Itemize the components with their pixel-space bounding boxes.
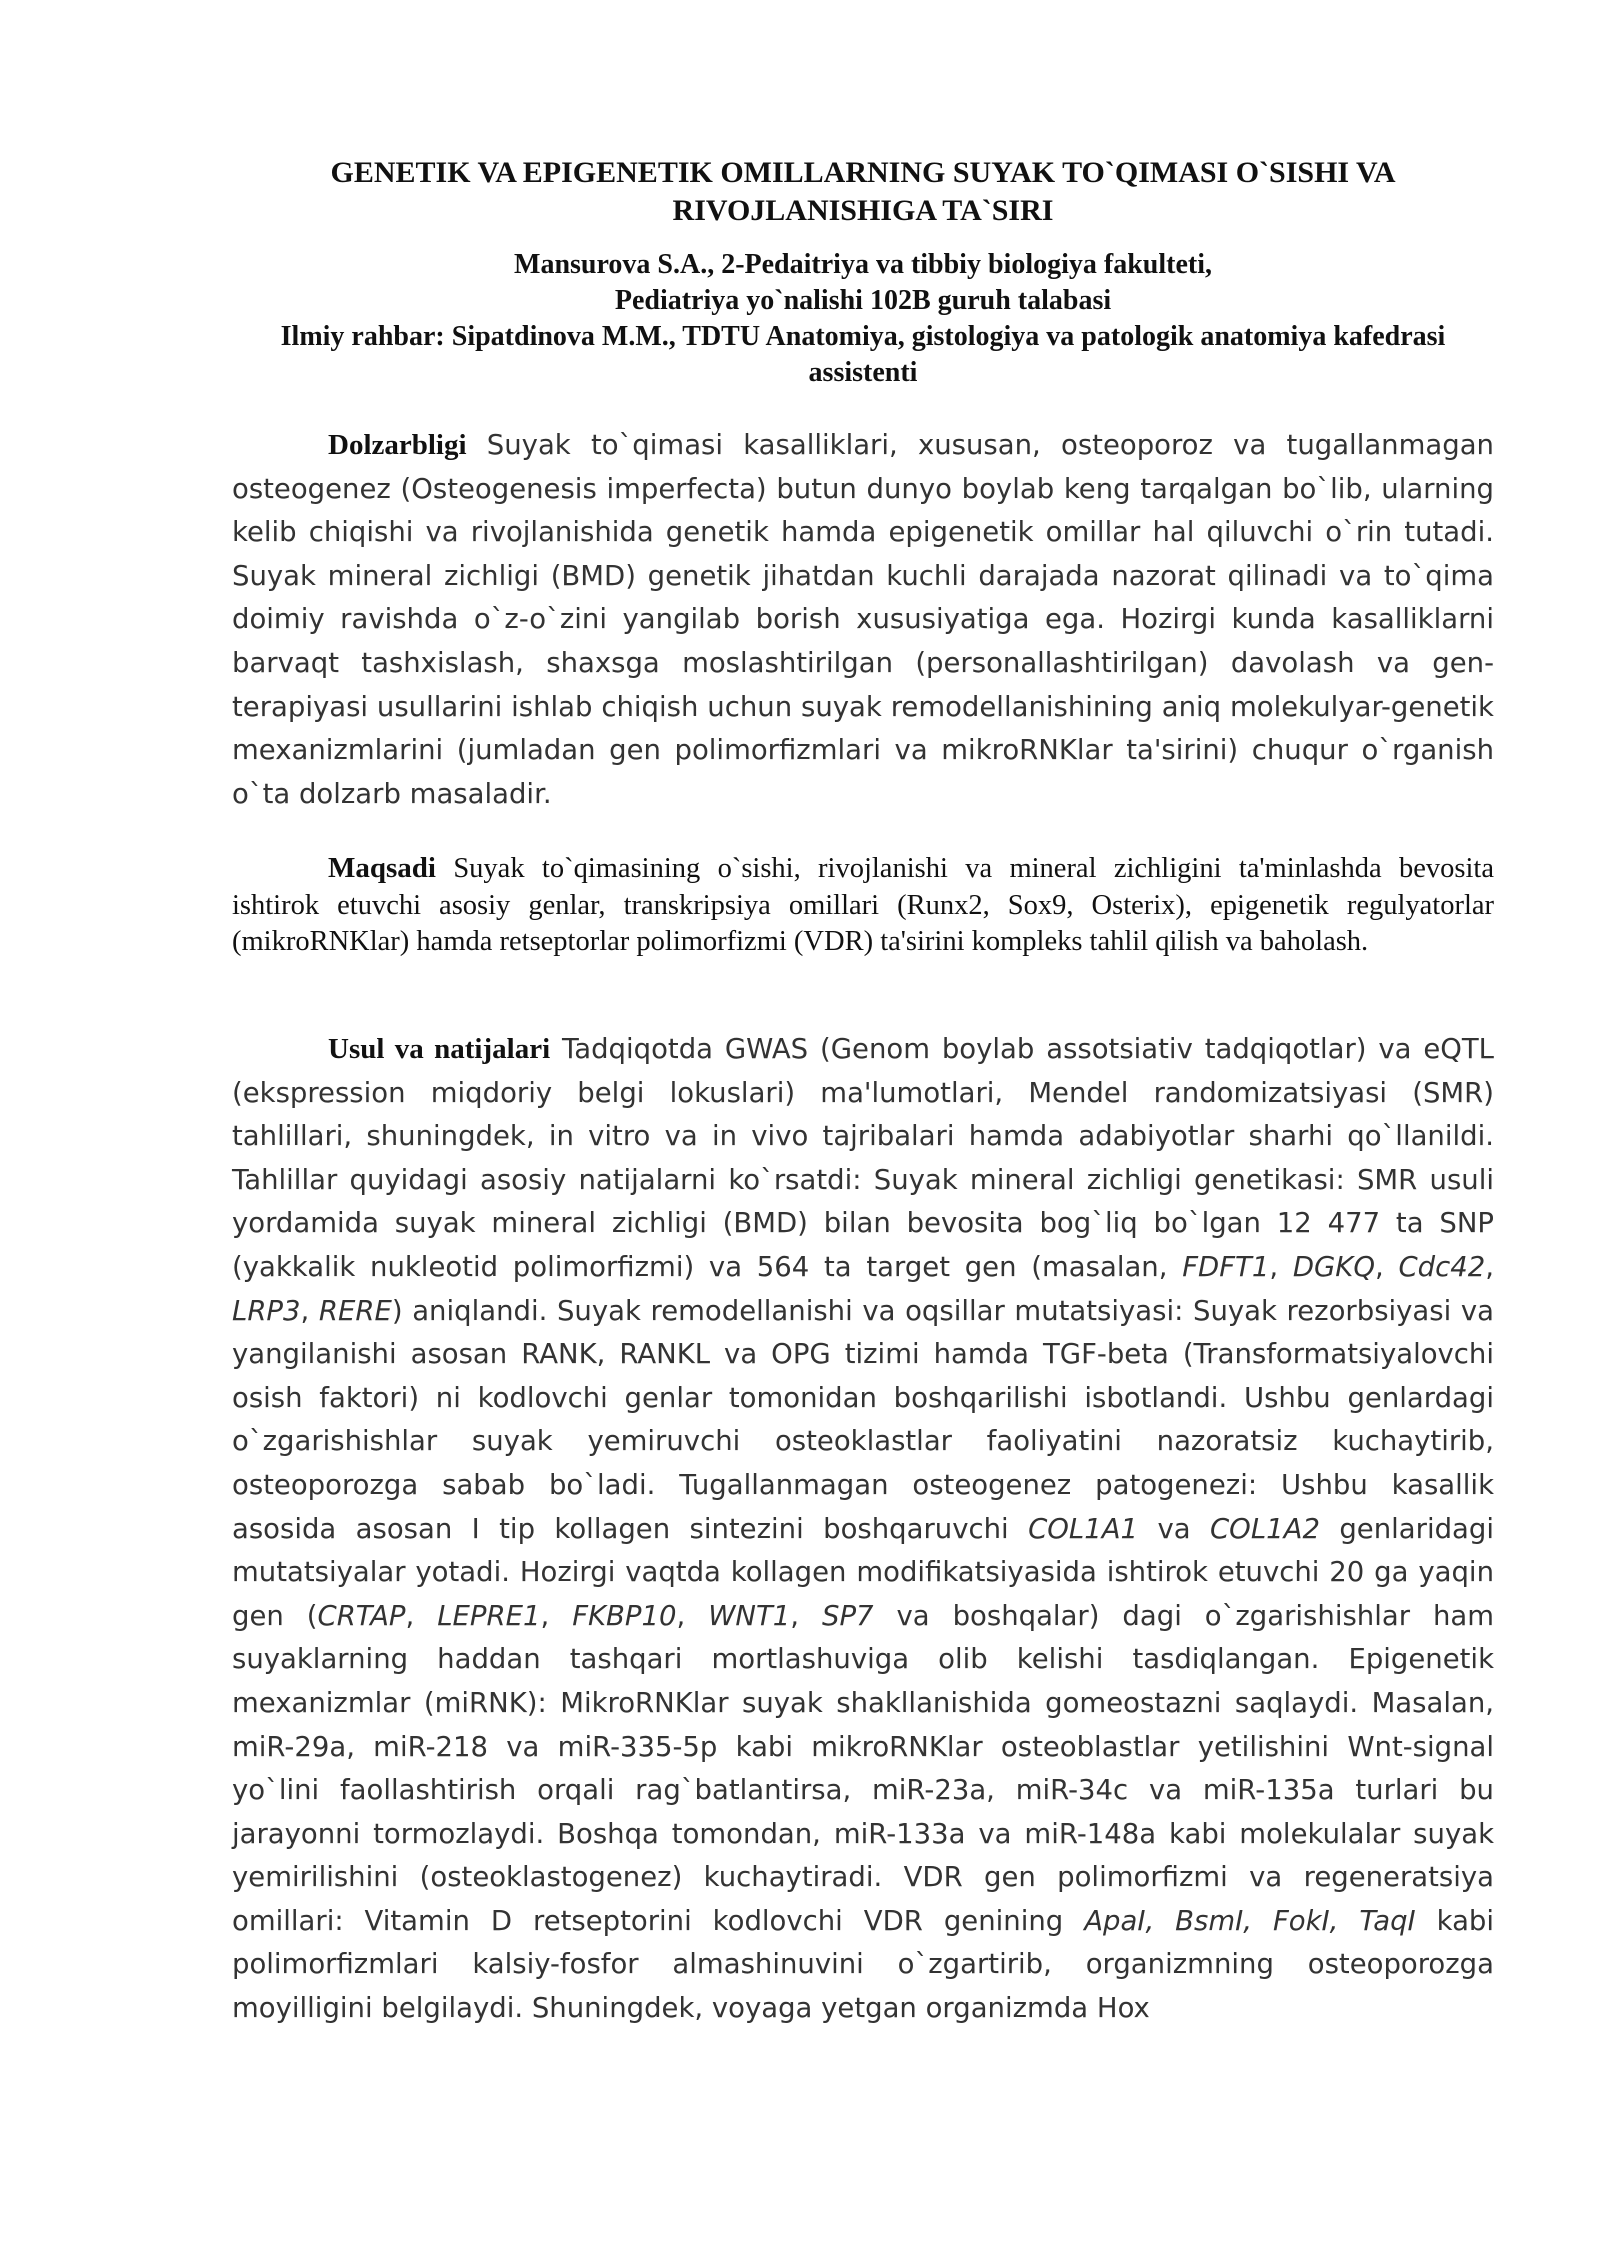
methods-paragraph: Usul va natijalari Tadqiqotda GWAS (Genom boylab assotsiativ tadqiqotlar) va eQTL (ekspression miqdoriy belgi lokuslari) ma'lumotlari, Mendel randomizatsiyasi (SMR) tahlillari, shuningdek, in vitro va in vivo tajribalari hamda adabiyotlar sharhi qo`llanildi. Tahlillar quyidagi asosiy natijalarni ko`rsatdi: Suyak mineral zichligi genetikasi: SMR usuli yordamida suyak mineral zichligi (BMD) bilan bevosita bog`liq bo`lgan 12 477 ta SNP (yakkalik nukleotid polimorfizmi) va 564 ta target gen (masalan, FDFT1, DGKQ, Cdc42, LRP3, RERE) aniqlandi. Suyak remodellanishi va oqsillar mutatsiyasi: Suyak rezorbsiyasi va yangilanishi asosan RANK, RANKL va OPG tizimi hamda TGF-beta (Transformatsiyalovchi osish faktori) ni kodlovchi genlar tomonidan boshqarilishi isbotlandi. Ushbu genlardagi o`zgarishishlar suyak yemiruvchi osteoklastlar faoliyatini nazoratsiz kuchaytirib, osteoporozga sabab bo`ladi. Tugallanmagan osteogenez patogenezi: Ushbu kasallik asosida asosan I tip kollagen sintezini boshqaruvchi COL1A1 va COL1A2 genlaridagi mutatsiyalar yotadi. Hozirgi vaqtda kollagen modifikatsiyasida ishtirok etuvchi 20 ga yaqin gen (CRTAP, LEPRE1, FKBP10, WNT1, SP7 va boshqalar) dagi o`zgarishishlar ham suyaklarning haddan tashqari mortlashuviga olib kelishi tasdiqlangan. Epigenetik mexanizmlar (miRNK): MikroRNKlar suyak shakllanishida gomeostazni saqlaydi. Masalan, miR-29a, miR-218 va miR-335-5p kabi mikroRNKlar osteoblastlar yetilishini Wnt-signal yo`lini faollashtirish orqali rag`batlantirsa, miR-23a, miR-34c va miR-135a turlari bu jarayonni tormozlaydi. Boshqa tomondan, miR-133a va miR-148a kabi molekulalar suyak yemirilishini (osteoklastogenez) kuchaytiradi. VDR gen polimorfizmi va regeneratsiya omillari: Vitamin D retseptorini kodlovchi VDR genining ApaI, BsmI, FokI, TaqI kabi polimorfizmlari kalsiy-fosfor almashinuvini o`zgartirib, organizmning osteoporozga moyilligini belgilaydi. Shuningdek, voyaga yetgan organizmda Hox <box>232 1033 1495 2025</box>
aim-heading: Maqsadi <box>328 852 436 884</box>
paper-title: GENETIK VA EPIGENETIK OMILLARNING SUYAK TO`QIMASI O`SISHI VA RIVOJLANISHIGA TA`SIRI <box>330 156 1396 227</box>
methods-text-4: va boshqalar) dagi o`zgarishishlar ham suyaklarning haddan tashqari mortlashuviga olib kelishi tasdiqlangan. Epigenetik mexanizmlar (miRNK): MikroRNKlar suyak shakllanishida gomeostazni saqlaydi. Masalan, miR-29a, miR-218 va miR-335-5p kabi mikroRNKlar osteoblastlar yetilishini Wnt-signal yo`lini faollashtirish orqali rag`batlantirsa, miR-23a, miR-34c va miR-135a turlari bu jarayonni tormozlaydi. Boshqa tomondan, miR-133a va miR-148a kabi molekulalar suyak yemirilishini (osteoklastogenez) kuchaytiradi. VDR gen polimorfizmi va regeneratsiya omillari: Vitamin D retseptorini kodlovchi VDR genining <box>232 1599 1495 1937</box>
methods-text-5: kabi polimorfizmlari kalsiy-fosfor almashinuvini o`zgartirib, organizmning osteoporozga moyilligini belgilaydi. Shuningdek, voyaga yetgan organizmda Hox <box>232 1904 1495 2025</box>
author-block <box>232 247 1494 391</box>
gene-name: FDFT1 <box>1182 1250 1270 1283</box>
gene-name: LRP3 <box>232 1294 301 1327</box>
gene-name: Cdc42 <box>1398 1250 1486 1283</box>
relevance-paragraph <box>232 424 1494 816</box>
methods-text-1: Tadqiqotda GWAS (Genom boylab assotsiativ tadqiqotlar) va eQTL (ekspression miqdoriy belgi lokuslari) ma'lumotlari, Mendel randomizatsiyasi (SMR) tahlillari, shuningdek, in vitro va in vivo tajribalari hamda adabiyotlar sharhi qo`llanildi. Tahlillar quyidagi asosiy natijalarni ko`rsatdi: Suyak mineral zichligi genetikasi: SMR usuli yordamida suyak mineral zichligi (BMD) bilan bevosita bog`liq bo`lgan 12 477 ta SNP (yakkalik nukleotid polimorfizmi) va 564 ta target gen (masalan, <box>232 1033 1494 1283</box>
gene-name: FKBP10 <box>572 1599 677 1632</box>
aim-text: Suyak to`qimasining o`sishi, rivojlanishi va mineral zichligini ta'minlashda bevosita ishtirok etuvchi asosiy genlar, transkripsiya omillari (Runx2, Sox9, Osterix), epigenetik regulyatorlar (mikroRNKlar) hamda retseptorlar polimorfizmi (VDR) ta'sirini kompleks tahlil qilish va baholash. <box>232 853 1494 957</box>
methods-heading: Usul va natijalari <box>328 1033 551 1065</box>
gene-name: ApaI, BsmI, FokI, TaqI <box>1084 1904 1416 1937</box>
author-line-2: Pediatriya yo`nalishi 102B guruh talabasi <box>614 285 1112 316</box>
methods-text-2: ) aniqlandi. Suyak remodellanishi va oqsillar mutatsiyasi: Suyak rezorbsiyasi va yangilanishi asosan RANK, RANKL va OPG tizimi hamda TGF-beta (Transformatsiyalovchi osish faktori) ni kodlovchi genlar tomonidan boshqarilishi isbotlandi. Ushbu genlardagi o`zgarishishlar suyak yemiruvchi osteoklastlar faoliyatini nazoratsiz kuchaytirib, osteoporozga sabab bo`ladi. Tugallanmagan osteogenez patogenezi: Ushbu kasallik asosida asosan I tip kollagen sintezini boshqaruvchi <box>232 1294 1495 1545</box>
methods-text-3: genlaridagi mutatsiyalar yotadi. Hozirgi vaqtda kollagen modifikatsiyasida ishtirok etuvchi 20 ga yaqin gen ( <box>232 1512 1494 1632</box>
aim-paragraph <box>232 850 1494 961</box>
paper-header <box>232 154 1494 391</box>
gene-name: DGKQ <box>1292 1250 1375 1283</box>
gene-name: RERE <box>318 1294 392 1327</box>
relevance-text: Suyak to`qimasi kasalliklari, xususan, osteoporoz va tugallanmagan osteogenez (Osteogenesis imperfecta) butun dunyo boylab keng tarqalgan bo`lib, ularning kelib chiqishi va rivojlanishida genetik hamda epigenetik omillar hal qiluvchi o`rin tutadi. Suyak mineral zichligi (BMD) genetik jihatdan kuchli darajada nazorat qilinadi va to`qima doimiy ravishda o`z-o`zini yangilab borish xususiyatiga ega. Hozirgi kunda kasalliklarni barvaqt tashxislash, shaxsga moslashtirilgan (personallashtirilgan) davolash va gen-terapiyasi usullarini ishlab chiqish uchun suyak remodellanishining aniq molekulyar-genetik mexanizmlarini (jumladan gen polimorfizmlari va mikroRNKlar ta'sirini) chuqur o`rganish o`ta dolzarb masaladir. <box>232 429 1494 810</box>
gene-name: CRTAP <box>317 1599 406 1632</box>
gene-name: COL1A2 <box>1209 1512 1320 1545</box>
gene-name: WNT1 <box>708 1599 791 1632</box>
author-line-1: Mansurova S.A., 2-Pedaitriya va tibbiy biologiya fakulteti, <box>514 249 1212 280</box>
supervisor-line: Ilmiy rahbar: Sipatdinova M.M., TDTU Anatomiya, gistologiya va patologik anatomiya kafedrasi assistenti <box>280 321 1446 388</box>
methods-conjunction: va <box>1157 1512 1191 1545</box>
relevance-heading: Dolzarbligi <box>328 429 467 461</box>
gene-name: COL1A1 <box>1028 1512 1139 1545</box>
gene-name: LEPRE1 <box>437 1599 541 1632</box>
gene-name: SP7 <box>821 1599 874 1632</box>
